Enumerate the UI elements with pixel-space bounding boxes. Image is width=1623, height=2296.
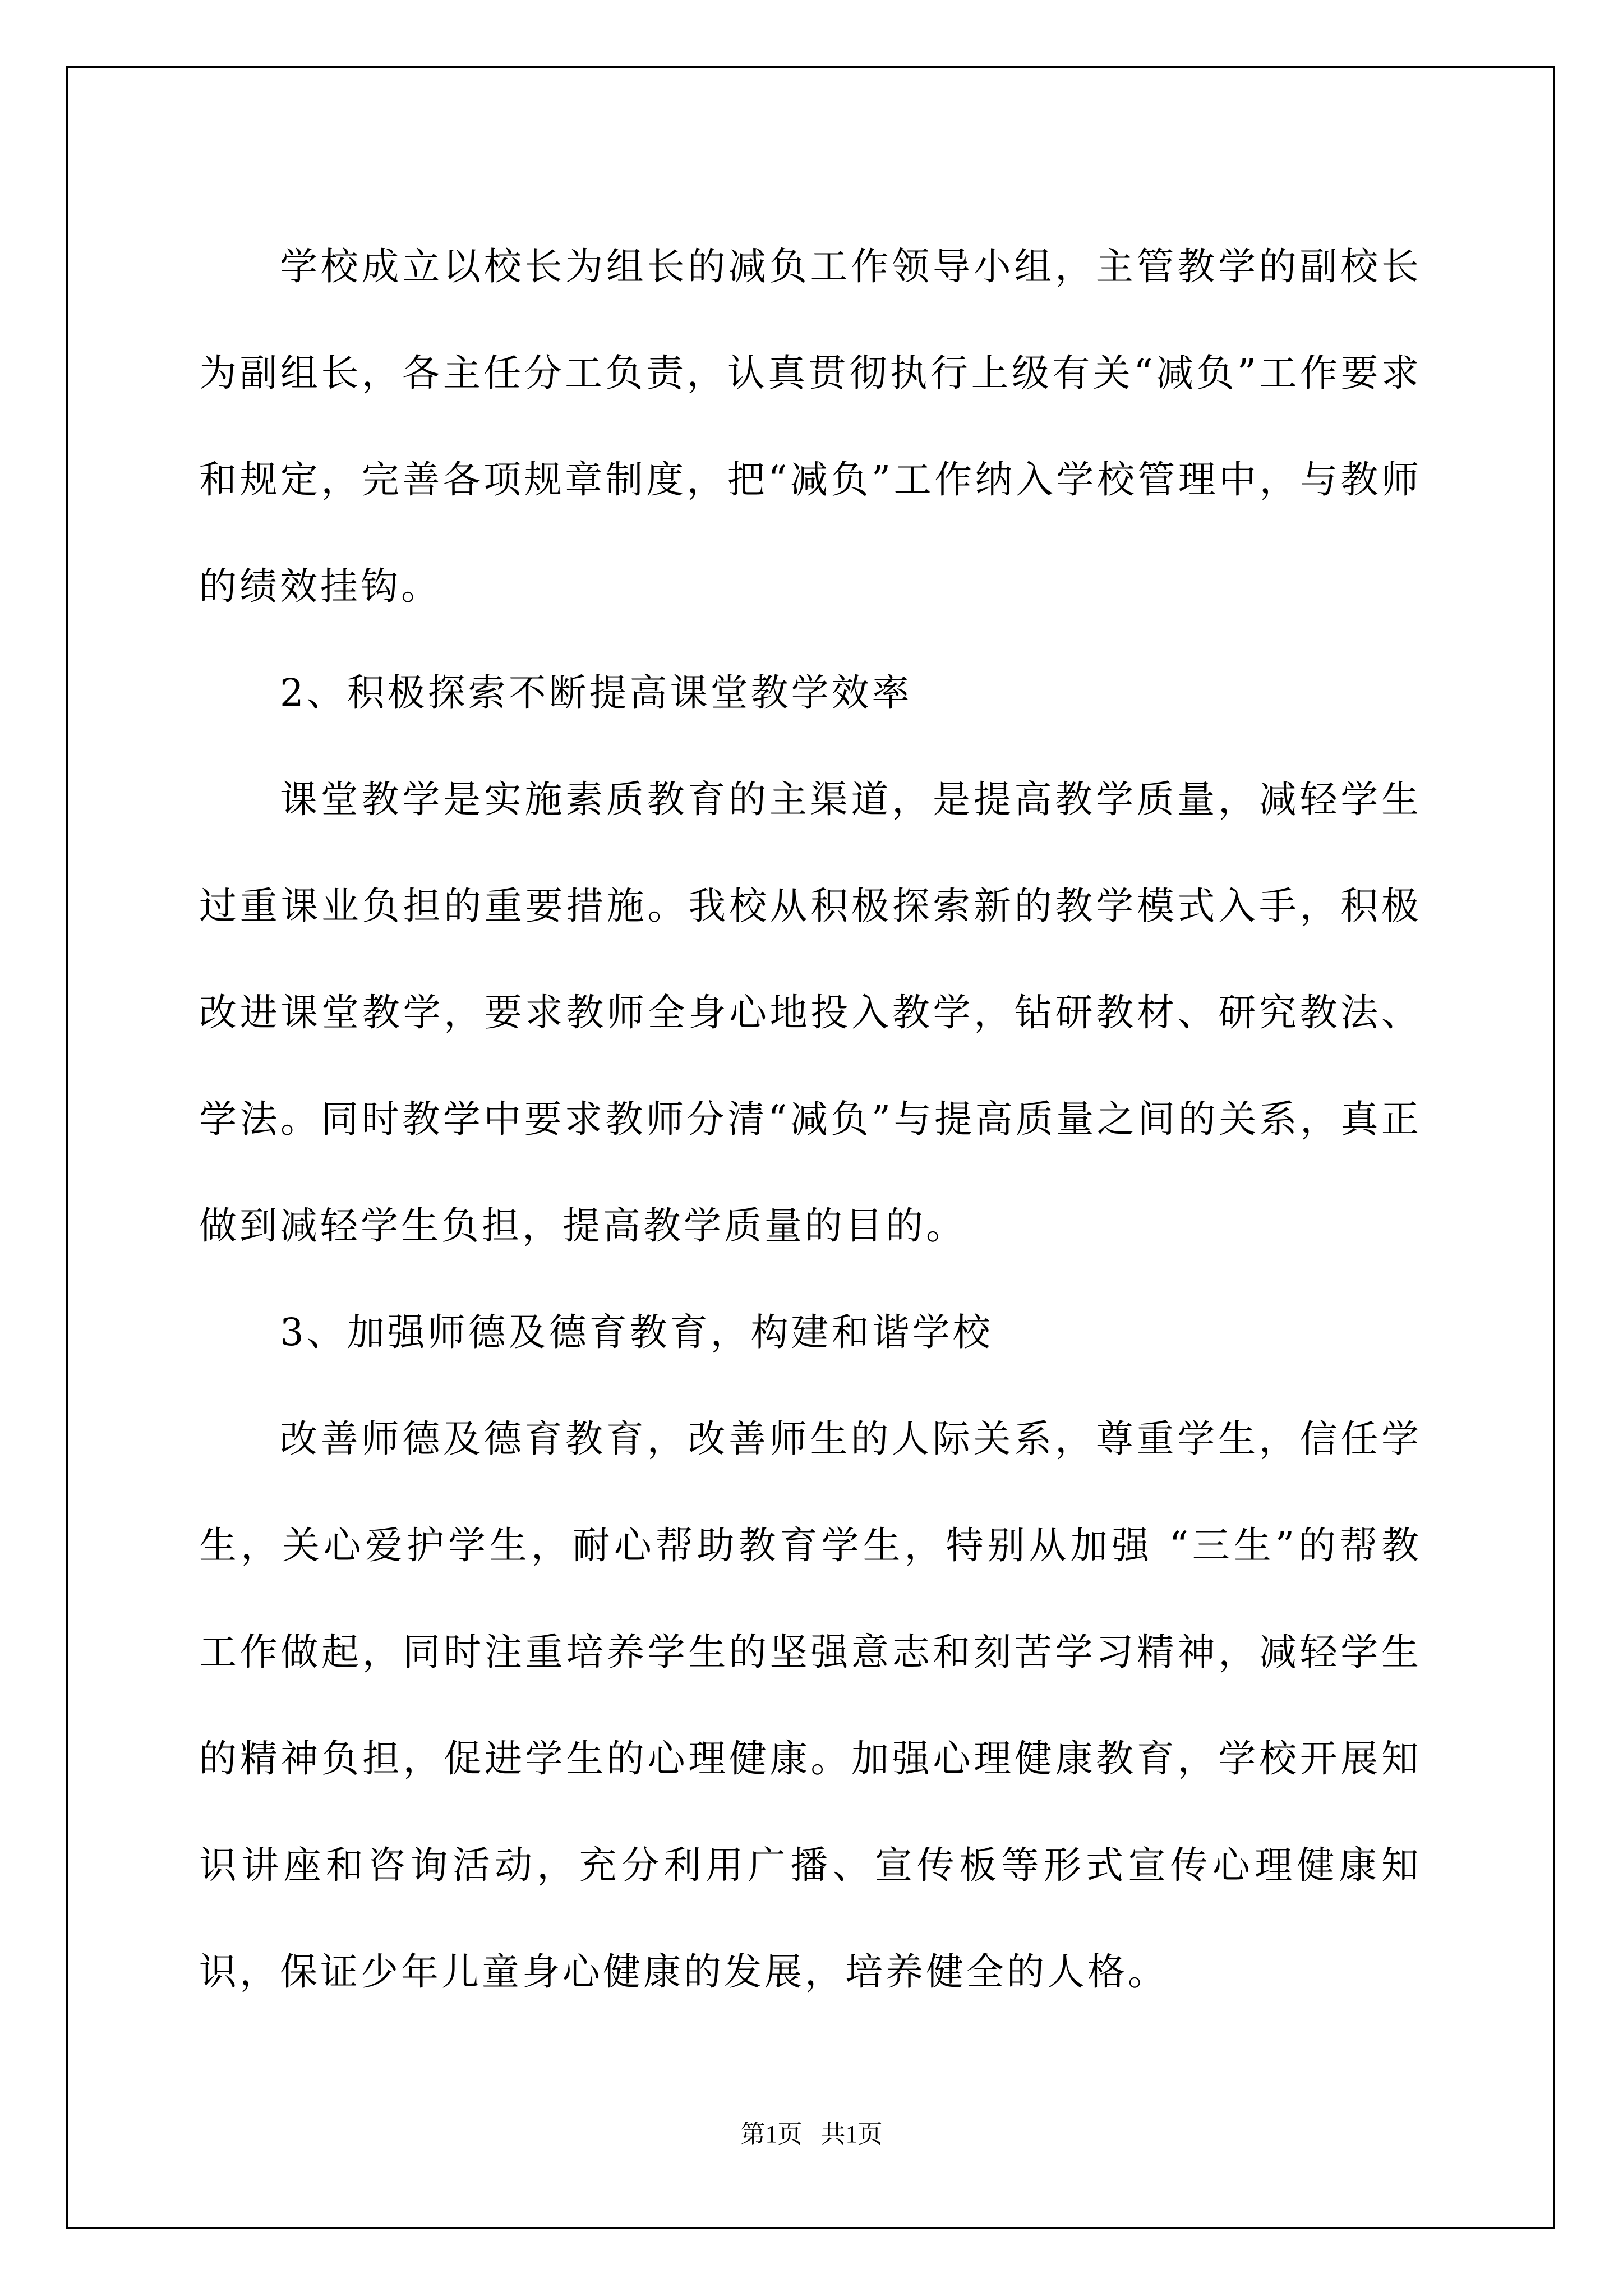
paragraph-leadership: 学校成立以校长为组长的减负工作领导小组，主管教学的副校长为副组长，各主任分工负责，认真贯彻执行上级有关“减负”工作要求和规定，完善各项规章制度，把“减负”工作纳入学校管理中，与教师的绩效挂钩。 (199, 245, 1422, 608)
page-number: 第1页 (740, 2120, 803, 2148)
page-footer (0, 2118, 1623, 2151)
paragraph-classroom-teaching: 课堂教学是实施素质教育的主渠道，是提高教学质量，减轻学生过重课业负担的重要措施。我校从积极探索新的教学模式入手，积极改进课堂教学，要求教师全身心地投入教学，钻研教材、研究教法、学法。同时教学中要求教师分清“减负”与提高质量之间的关系，真正做到减轻学生负担，提高教学质量的目的。 (199, 777, 1422, 1248)
paragraph-ethics-education: 改善师德及德育教育，改善师生的人际关系，尊重学生，信任学生，关心爱护学生，耐心帮助教育学生，特别从加强 “三生”的帮教工作做起，同时注重培养学生的坚强意志和刻苦学习精神，减轻学生的精神负担，促进学生的心理健康。加强心理健康教育，学校开展知识讲座和咨询活动，充分利用广播、宣传板等形式宣传心理健康知识，保证少年儿童身心健康的发展，培养健全的人格。 (199, 1417, 1422, 1994)
section-heading-classroom-efficiency: 2、积极探索不断提高课堂教学效率 (280, 671, 912, 715)
page-total: 共1页 (820, 2120, 883, 2148)
document-body (199, 213, 1422, 2025)
section-heading-teacher-ethics: 3、加强师德及德育教育，构建和谐学校 (280, 1310, 993, 1354)
